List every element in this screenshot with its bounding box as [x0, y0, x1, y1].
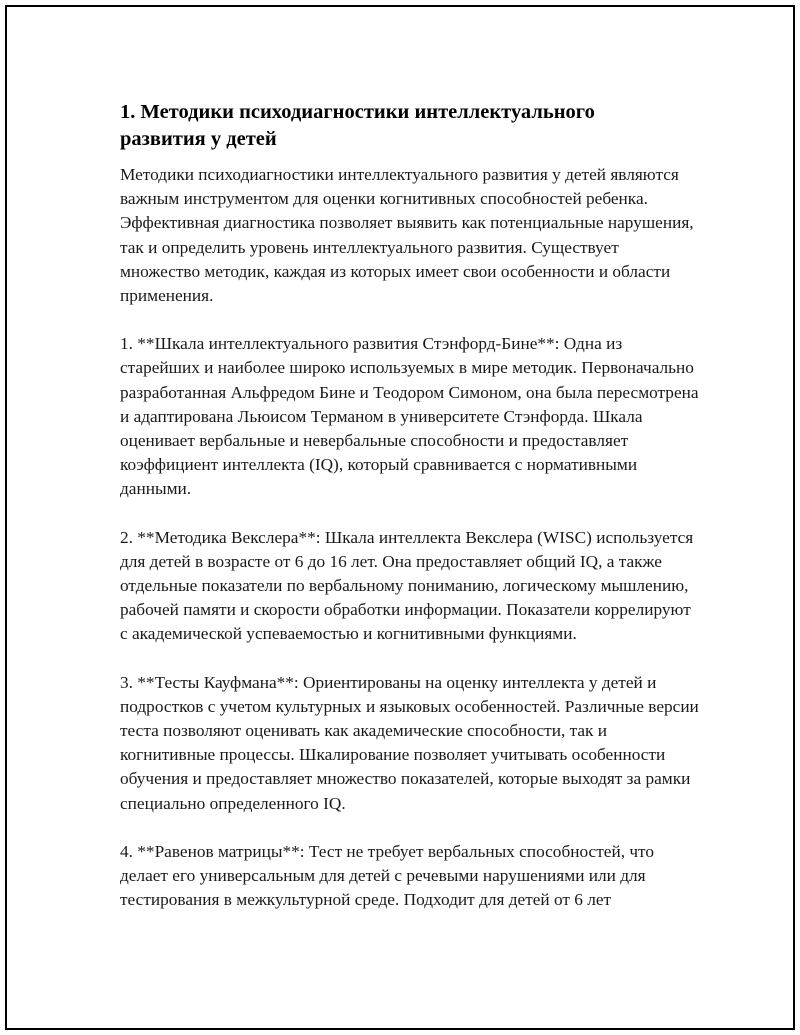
intro-paragraph: Методики психодиагностики интеллектуального развития у детей являются важным инструментом для оценки когнитивных способностей ребенка. Эффективная диагностика позволяет выявить как потенциальные нарушения, так и определить уровень интеллектуального развития. Существует множество методик, каждая из которых имеет свои особенности и области применения.: [120, 165, 694, 306]
kaufman-paragraph: 3. **Тесты Кауфмана**: Ориентированы на оценку интеллекта у детей и подростков с учетом культурных и языковых особенностей. Различные версии теста позволяют оценивать как академические способности, так и когнитивные процессы. Шкалирование позволяет учитывать особенности обучения и предоставляет множество показателей, которые выходят за рамки специально определенного IQ.: [120, 672, 699, 813]
document-page: [5, 5, 795, 1030]
raven-paragraph: 4. **Равенов матрицы**: Тест не требует вербальных способностей, что делает его универсальным для детей с речевыми нарушениями или для тестирования в межкультурной среде. Подходит для детей от 6 лет: [120, 841, 654, 910]
document-body: [120, 99, 700, 912]
section-heading-line-1: 1. Методики психодиагностики интеллектуального: [120, 101, 595, 123]
wechsler-paragraph: 2. **Методика Векслера**: Шкала интеллекта Векслера (WISC) используется для детей в возрасте от 6 до 16 лет. Она предоставляет общий IQ, а также отдельные показатели по вербальному пониманию, логическому мышлению, рабочей памяти и скорости обработки информации. Показатели коррелируют с академической успеваемостью и когнитивными функциями.: [120, 527, 694, 644]
section-heading-line-2: развития у детей: [120, 128, 277, 150]
stanford-binet-paragraph: 1. **Шкала интеллектуального развития Стэнфорд-Бине**: Одна из старейших и наиболее широко используемых в мире методик. Первоначально разработанная Альфредом Бине и Теодором Симоном, она была пересмотрена и адаптирована Льюисом Терманом в университете Стэнфорда. Шкала оценивает вербальные и невербальные способности и предоставляет коэффициент интеллекта (IQ), который сравнивается с нормативными данными.: [120, 334, 699, 499]
section-heading: [120, 99, 700, 153]
